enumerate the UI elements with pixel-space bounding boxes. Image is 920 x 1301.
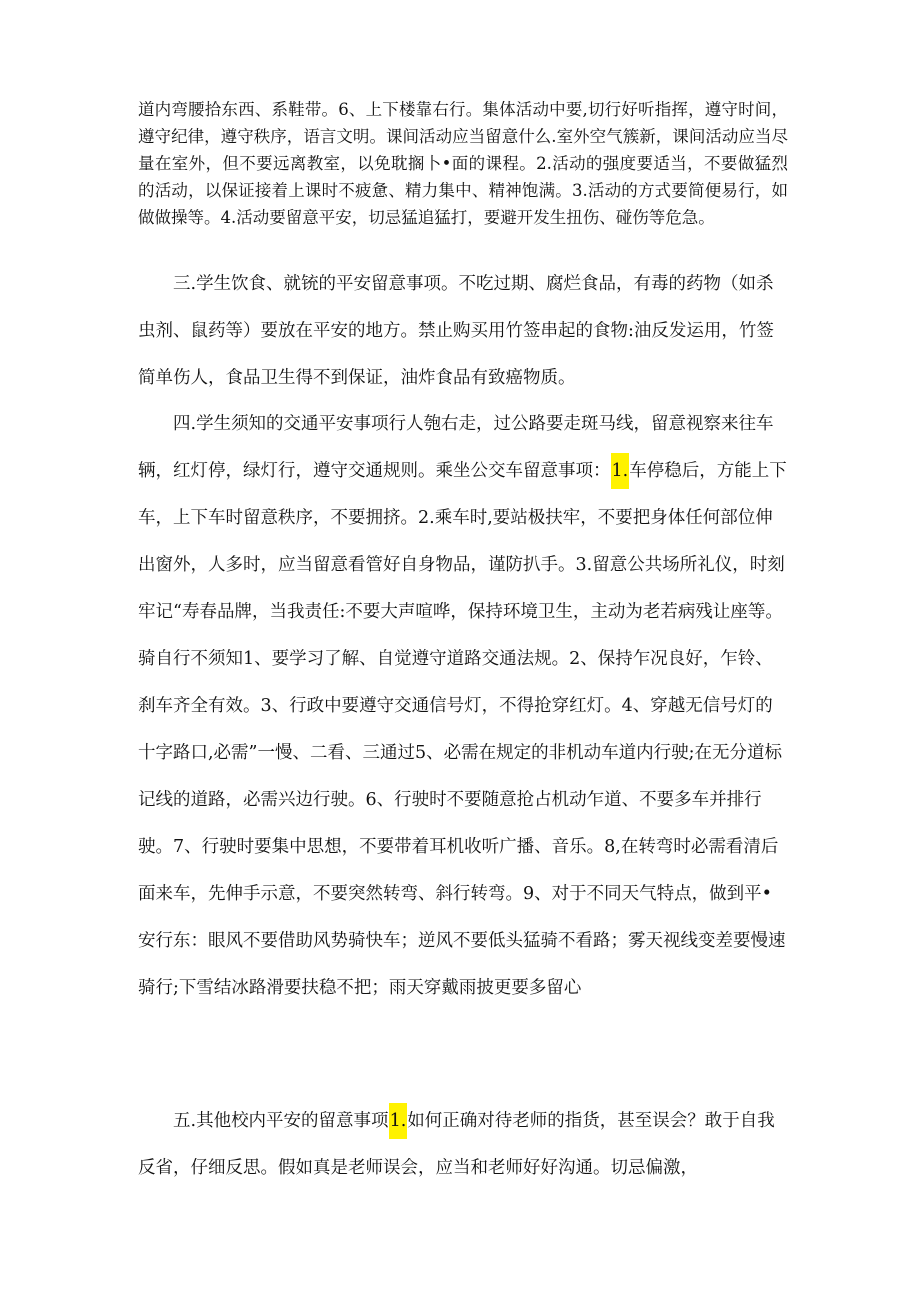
traffic-intro-text: 四.学生须知的交通平安事项行人匏右走，过公路要走斑马线，留意视察来往车辆，红灯停，绿灯行，遵守交通规则。乘坐公交车留意事项： [138, 414, 774, 481]
paragraph-class-break-safety: 道内弯腰拾东西、系鞋带。6、上下楼靠右行。集体活动中要,切行好听指挥，遵守时间，遵守纪律，遵守秩序，语言文明。课间活动应当留意什么.室外空气簇新，课间活动应当尽量在室外，但不要远离教室，以免耽搁卜•面的课程。2.活动的强度要适当，不要做猛烈的活动，以保证接着上课时不疲惫、精力集中、精神饱满。3.活动的方式要简便易行，如做做操等。4.活动要留意平安，切忌猛追猛打，要避开发生扭伤、碰伤等危急。 [138, 100, 788, 227]
highlighted-list-marker: 1. [389, 1103, 408, 1139]
other-safety-text: 如何正确对待老师的指货，甚至误会？敢于自我反省，仔细反思。假如真是老师误会，应当和老师好好沟通。切忌偏激， [138, 1111, 775, 1178]
paragraph-other-campus-safety [138, 1098, 788, 1192]
paragraph-traffic-safety [138, 401, 788, 1012]
other-safety-heading: 五.其他校内平安的留意事项 [173, 1111, 389, 1131]
paragraph-food-safety: 三.学生饮食、就铳的平安留意事项。不吃过期、腐烂食品，有毒的药物（如杀虫剂、鼠药等）要放在平安的地方。禁止购买用竹签串起的食物:油反发运用，竹签简单伤人，食品卫生得不到保证，油炸食品有致癌物质。 [138, 274, 774, 388]
highlighted-list-marker: 1. [611, 453, 630, 489]
traffic-rules-text: 车停稳后，方能上下车，上下车时留意秩序，不要拥挤。2.乘车时,要站极扶牢，不要把身体任何部位伸出窗外，人多时，应当留意看管好自身物品，谨防扒手。3.留意公共场所礼仪，时刻牢记“寿春品牌，当我责任:不要大声喧哗，保持环境卫生，主动为老若病残让座等。骑自行不须知1、要学习了解、自觉遵守道路交通法规。2、保持乍况良好，乍铃、刹车齐全有效。3、行政中要遵守交通信号灯，不得抢穿红灯。4、穿越无信号灯的十字路口,必需”一慢、二看、三通过5、必需在规定的非机动车道内行驶;在无分道标记线的道路，必需兴边行驶。6、行驶时不要随意抢占机动乍道、不要多车并排行驶。7、行驶时要集中思想，不要带着耳机收听广播、音乐。8,在转弯时必需看清后面来车，先伸手示意，不要突然转弯、斜行转弯。9、对于不同天气特点，做到平•安行东：眼风不要借助风势骑快车；逆风不要低头猛骑不看路；雾天视线变差要慢速骑行;下雪结冰路滑要扶稳不把；雨天穿戴雨披更要多留心 [138, 461, 787, 998]
